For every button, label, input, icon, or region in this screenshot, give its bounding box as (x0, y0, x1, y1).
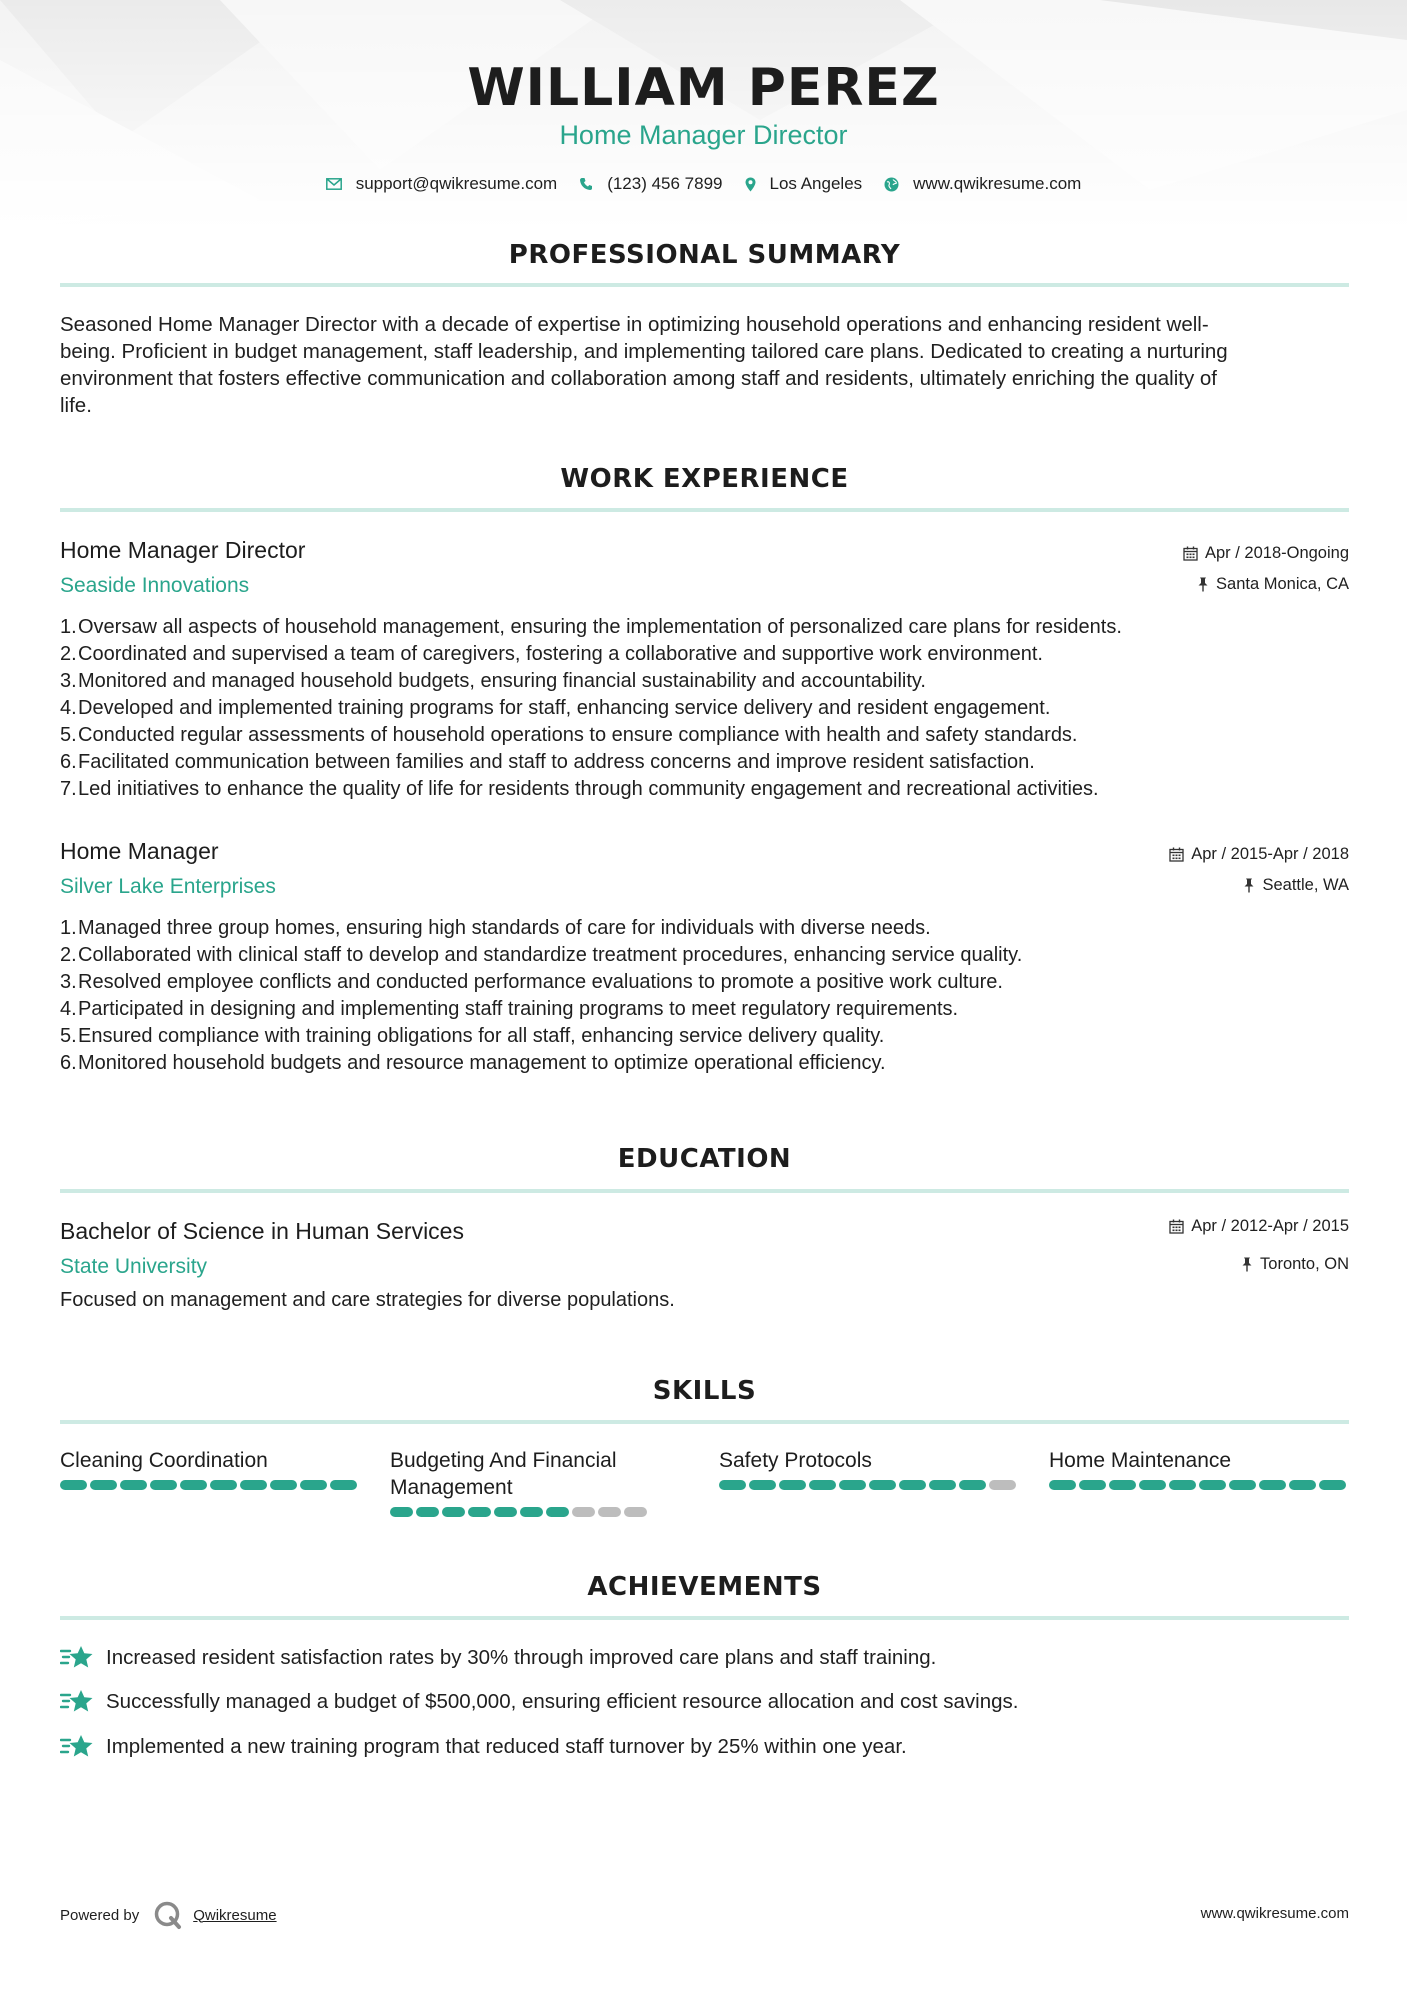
list-item: 2. Collaborated with clinical staff to develop and standardize treatment procedures, enhancing service quality. (60, 944, 1023, 966)
achievement-text: Successfully managed a budget of $500,000, ensuring efficient resource allocation and cost savings. (106, 1690, 1019, 1713)
education-description: Focused on management and care strategies for diverse populations. (60, 1289, 675, 1311)
job-company: Silver Lake Enterprises (60, 875, 276, 898)
skill-level-segment (1139, 1480, 1166, 1490)
skill-level-segment (779, 1480, 806, 1490)
skill-level-bar (390, 1507, 650, 1517)
skills-heading: SKILLS (652, 1376, 757, 1406)
skill-level-segment (839, 1480, 866, 1490)
footer-powered-by (60, 1900, 277, 1930)
contact-website-text: www.qwikresume.com (913, 174, 1082, 193)
skill-level-segment (1259, 1480, 1286, 1490)
skill-level-segment (210, 1480, 237, 1490)
envelope-icon (326, 178, 342, 190)
skill-level-segment (869, 1480, 896, 1490)
summary-divider (60, 283, 1349, 287)
calendar-icon (1169, 847, 1184, 862)
skill-level-segment (899, 1480, 926, 1490)
achievement-item (60, 1645, 936, 1671)
list-item: 1. Oversaw all aspects of household management, ensuring the implementation of personalized care plans for residents. (60, 616, 1122, 638)
skill-level-segment (1049, 1480, 1076, 1490)
job-dates (1183, 544, 1349, 563)
skill-level-segment (809, 1480, 836, 1490)
achievements-divider (60, 1616, 1349, 1620)
skill-level-segment (624, 1507, 647, 1517)
list-item: 4. Developed and implemented training programs for staff, enhancing service delivery and resident engagement. (60, 697, 1051, 719)
list-item: 1. Managed three group homes, ensuring high standards of care for individuals with diverse needs. (60, 917, 931, 939)
list-item: 2. Coordinated and supervised a team of caregivers, fostering a collaborative and supportive work environment. (60, 643, 1043, 665)
summary-heading: PROFESSIONAL SUMMARY (508, 240, 901, 270)
achievement-item (60, 1689, 1018, 1715)
skill-name: Safety Protocols (719, 1449, 872, 1472)
contact-bar (0, 172, 1407, 196)
skill-level-segment (240, 1480, 267, 1490)
qwikresume-link[interactable]: Qwikresume (193, 1906, 277, 1924)
skill-level-segment (546, 1507, 569, 1517)
skill-level-segment (390, 1507, 413, 1517)
star-badge-icon (60, 1734, 94, 1760)
skill-level-segment (959, 1480, 986, 1490)
job-bullets (60, 614, 1349, 803)
skill-level-segment (1289, 1480, 1316, 1490)
candidate-name: WILLIAM PEREZ (467, 58, 940, 118)
education-dates (1169, 1217, 1349, 1236)
contact-location (745, 174, 863, 194)
skill-item (60, 1447, 360, 1490)
education-heading: EDUCATION (617, 1144, 792, 1174)
list-item: 7. Led initiatives to enhance the quality of life for residents through community engagement and recreational activities. (60, 778, 1099, 800)
skill-name: Home Maintenance (1049, 1449, 1232, 1472)
list-item: 6. Monitored household budgets and resource management to optimize operational efficiency. (60, 1052, 886, 1074)
list-item: 4. Participated in designing and implementing staff training programs to meet regulatory requirements. (60, 998, 959, 1020)
job-location-text: Seattle, WA (1262, 876, 1349, 894)
summary-text (60, 311, 1349, 419)
skills-divider (60, 1420, 1349, 1424)
skill-level-segment (416, 1507, 439, 1517)
globe-icon (884, 177, 899, 192)
skill-level-segment (494, 1507, 517, 1517)
phone-icon (579, 177, 593, 191)
skill-level-segment (270, 1480, 297, 1490)
skill-level-segment (719, 1480, 746, 1490)
list-item: 6. Facilitated communication between families and staff to address concerns and improve resident satisfaction. (60, 751, 1035, 773)
skill-level-segment (1319, 1480, 1346, 1490)
summary-line: life. (60, 394, 92, 417)
contact-location-text: Los Angeles (769, 174, 863, 193)
list-item: 5. Ensured compliance with training obligations for all staff, enhancing service delivery quality. (60, 1025, 885, 1047)
skill-level-segment (330, 1480, 357, 1490)
contact-email-text: support@qwikresume.com (355, 174, 558, 193)
calendar-icon (1183, 546, 1198, 561)
contact-website[interactable] (884, 174, 1081, 194)
job-company: Seaside Innovations (60, 574, 250, 597)
skill-level-segment (150, 1480, 177, 1490)
skill-level-bar (719, 1480, 1019, 1490)
job-dates-text: Apr / 2015-Apr / 2018 (1191, 845, 1349, 863)
skill-item (719, 1447, 1019, 1490)
job-title: Home Manager Director (60, 537, 306, 563)
summary-line: being. Proficient in budget management, staff leadership, and implementing tailored care plans. Dedicated to creating a nurturing (60, 340, 1228, 363)
pushpin-icon (1241, 1257, 1253, 1272)
summary-line: Seasoned Home Manager Director with a decade of expertise in optimizing household operations and enhancing resident well- (60, 313, 1209, 336)
star-badge-icon (60, 1645, 94, 1671)
job-bullets (60, 915, 1349, 1077)
skill-level-segment (468, 1507, 491, 1517)
skill-level-segment (1079, 1480, 1106, 1490)
pushpin-icon (1243, 878, 1255, 893)
skill-level-segment (598, 1507, 621, 1517)
list-item: 3. Monitored and managed household budgets, ensuring financial sustainability and accountability. (60, 670, 926, 692)
skill-level-segment (572, 1507, 595, 1517)
education-school: State University (60, 1255, 208, 1278)
skill-level-segment (989, 1480, 1016, 1490)
skill-level-segment (180, 1480, 207, 1490)
skill-level-segment (60, 1480, 87, 1490)
education-location (1241, 1255, 1349, 1274)
list-item: 5. Conducted regular assessments of household operations to ensure compliance with health and safety standards. (60, 724, 1078, 746)
skill-level-segment (520, 1507, 543, 1517)
achievements-heading: ACHIEVEMENTS (587, 1572, 822, 1602)
achievement-item (60, 1734, 907, 1760)
skill-level-segment (1229, 1480, 1256, 1490)
job-location-text: Santa Monica, CA (1216, 575, 1349, 593)
skill-level-segment (90, 1480, 117, 1490)
powered-by-label: Powered by (60, 1906, 140, 1924)
skill-level-segment (442, 1507, 465, 1517)
star-badge-icon (60, 1689, 94, 1715)
pushpin-icon (1197, 577, 1209, 592)
footer-website[interactable]: www.qwikresume.com (1200, 1905, 1349, 1922)
job-dates-text: Apr / 2018-Ongoing (1204, 544, 1349, 562)
calendar-icon (1169, 1219, 1184, 1234)
skill-level-segment (1199, 1480, 1226, 1490)
skill-item (390, 1447, 650, 1517)
skill-level-segment (1169, 1480, 1196, 1490)
skill-level-segment (300, 1480, 327, 1490)
achievement-text: Increased resident satisfaction rates by 30% through improved care plans and staff training. (106, 1646, 937, 1669)
education-dates-text: Apr / 2012-Apr / 2015 (1191, 1217, 1349, 1235)
job-dates (1169, 845, 1349, 864)
skill-level-segment (1109, 1480, 1136, 1490)
education-location-text: Toronto, ON (1260, 1255, 1349, 1273)
experience-heading: WORK EXPERIENCE (560, 464, 849, 494)
job-title: Home Manager (60, 838, 219, 864)
summary-line: environment that fosters effective communication and collaboration among staff and residents, ultimately enriching the quality of (60, 367, 1217, 390)
contact-email[interactable] (326, 174, 558, 194)
list-item: 3. Resolved employee conflicts and conducted performance evaluations to promote a positive work culture. (60, 971, 1003, 993)
experience-divider (60, 508, 1349, 512)
education-degree: Bachelor of Science in Human Services (60, 1218, 464, 1244)
skill-level-segment (929, 1480, 956, 1490)
qwikresume-logo-icon (153, 1900, 183, 1930)
skill-name: Cleaning Coordination (60, 1449, 268, 1472)
job-location (1197, 575, 1349, 594)
skill-level-segment (749, 1480, 776, 1490)
skill-level-bar (60, 1480, 360, 1490)
skill-level-segment (120, 1480, 147, 1490)
skill-level-bar (1049, 1480, 1349, 1490)
skill-item (1049, 1447, 1349, 1490)
achievement-text: Implemented a new training program that reduced staff turnover by 25% within one year. (106, 1735, 907, 1758)
map-pin-icon (745, 177, 756, 192)
contact-phone-text: (123) 456 7899 (607, 174, 723, 193)
job-location (1243, 876, 1349, 895)
candidate-title: Home Manager Director (559, 120, 848, 150)
education-divider (60, 1189, 1349, 1193)
skill-name: Budgeting And Financial Management (390, 1449, 617, 1499)
contact-phone[interactable] (579, 174, 722, 194)
